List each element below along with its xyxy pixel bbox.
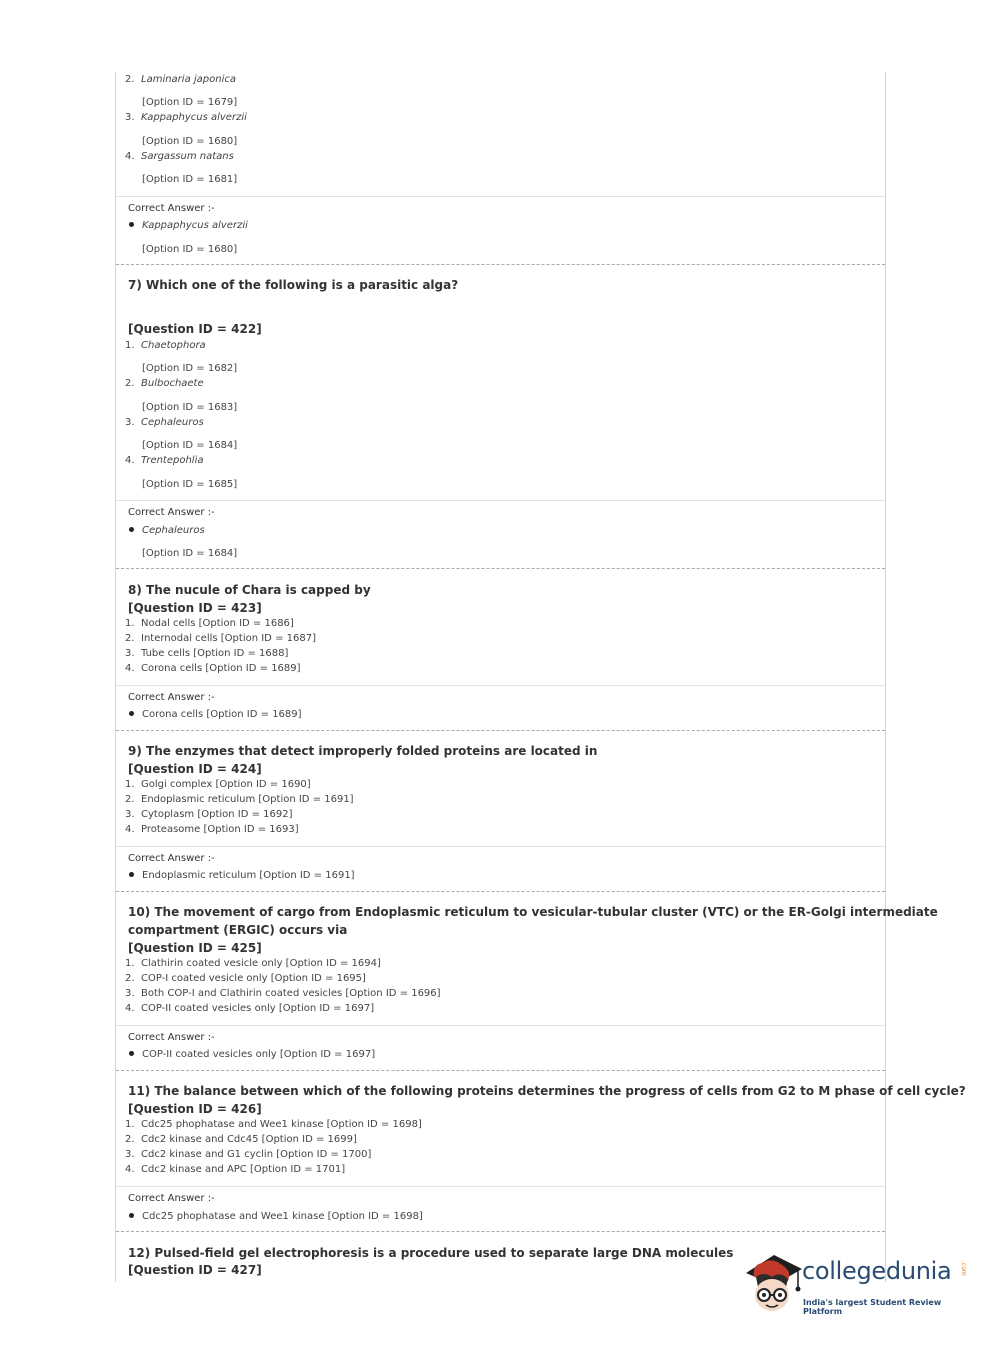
correct-answer-label: Correct Answer :- [128, 203, 215, 214]
option-item: 4. COP-II coated vesicles only [Option ID = 1697] [125, 1003, 375, 1014]
question-id: [Question ID = 422] [128, 322, 262, 336]
option-item: 2. Bulbochaete [125, 378, 204, 389]
option-item: 1. Clathirin coated vesicle only [Option ID = 1694] [125, 958, 381, 969]
option-item: 4. Proteasome [Option ID = 1693] [125, 824, 299, 835]
option-item: 1. Cdc25 phophatase and Wee1 kinase [Option ID = 1698] [125, 1119, 422, 1130]
option-item: 1. Nodal cells [Option ID = 1686] [125, 618, 294, 629]
option-id: [Option ID = 1681] [142, 174, 238, 185]
collegedunia-logo[interactable] [742, 1247, 968, 1319]
divider [116, 196, 885, 197]
logo-domain: .com [960, 1261, 967, 1276]
question-separator [116, 264, 885, 265]
option-id: [Option ID = 1684] [142, 440, 238, 451]
correct-answer-label: Correct Answer :- [128, 507, 215, 518]
bullet-icon [129, 1213, 134, 1218]
question-separator [116, 891, 885, 892]
divider [116, 1025, 885, 1026]
correct-answer-label: Correct Answer :- [128, 853, 215, 864]
question-title: 12) Pulsed-field gel electrophoresis is a procedure used to separate large DNA molecules [128, 1246, 734, 1260]
divider [116, 1186, 885, 1187]
question-title: 10) The movement of cargo from Endoplasmic reticulum to vesicular-tubular cluster (VTC) or the ER-Golgi intermediate [128, 905, 938, 919]
option-item: 1. Chaetophora [125, 340, 206, 351]
bullet-icon [129, 872, 134, 877]
option-id: [Option ID = 1684] [142, 548, 238, 559]
correct-answer: Cephaleuros [129, 525, 205, 536]
question-title-continued: compartment (ERGIC) occurs via [128, 923, 348, 937]
option-item: 4. Trentepohlia [125, 455, 204, 466]
option-item: 3. Cdc2 kinase and G1 cyclin [Option ID = 1700] [125, 1149, 372, 1160]
divider [116, 685, 885, 686]
bullet-icon [129, 1051, 134, 1056]
correct-answer-label: Correct Answer :- [128, 692, 215, 703]
option-item: 3. Kappaphycus alverzii [125, 112, 247, 123]
option-item: 2. Internodal cells [Option ID = 1687] [125, 633, 316, 644]
question-separator [116, 1231, 885, 1232]
bullet-icon [129, 222, 134, 227]
question-id: [Question ID = 427] [128, 1263, 262, 1277]
correct-answer-label: Correct Answer :- [128, 1032, 215, 1043]
correct-answer-label: Correct Answer :- [128, 1193, 215, 1204]
bullet-icon [129, 527, 134, 532]
logo-wordmark: collegedunia [802, 1257, 952, 1285]
correct-answer: COP-II coated vesicles only [Option ID = 1697] [129, 1049, 375, 1060]
option-item: 3. Tube cells [Option ID = 1688] [125, 648, 289, 659]
question-id: [Question ID = 423] [128, 601, 262, 615]
logo-tagline: India's largest Student Review Platform [803, 1298, 942, 1316]
correct-answer: Endoplasmic reticulum [Option ID = 1691] [129, 870, 355, 881]
mascot-icon [742, 1247, 802, 1319]
option-item: 4. Sargassum natans [125, 151, 234, 162]
option-item: 3. Both COP-I and Clathirin coated vesicles [Option ID = 1696] [125, 988, 441, 999]
question-separator [116, 1070, 885, 1071]
option-id: [Option ID = 1680] [142, 244, 238, 255]
question-separator [116, 568, 885, 569]
option-item: 4. Cdc2 kinase and APC [Option ID = 1701] [125, 1164, 346, 1175]
question-title: 7) Which one of the following is a parasitic alga? [128, 278, 459, 292]
option-id: [Option ID = 1680] [142, 136, 238, 147]
question-separator [116, 730, 885, 731]
option-item: 3. Cytoplasm [Option ID = 1692] [125, 809, 293, 820]
option-item: 2. Cdc2 kinase and Cdc45 [Option ID = 1699] [125, 1134, 357, 1145]
question-id: [Question ID = 426] [128, 1102, 262, 1116]
option-id: [Option ID = 1685] [142, 479, 238, 490]
correct-answer: Corona cells [Option ID = 1689] [129, 709, 302, 720]
option-item: 2. COP-I coated vesicle only [Option ID = 1695] [125, 973, 366, 984]
correct-answer: Kappaphycus alverzii [129, 220, 248, 231]
question-title: 8) The nucule of Chara is capped by [128, 583, 371, 597]
question-sheet [115, 72, 966, 1282]
option-id: [Option ID = 1682] [142, 363, 238, 374]
option-item: 2. Endoplasmic reticulum [Option ID = 1691] [125, 794, 354, 805]
correct-answer: Cdc25 phophatase and Wee1 kinase [Option ID = 1698] [129, 1211, 423, 1222]
divider [116, 500, 885, 501]
divider [116, 846, 885, 847]
option-item: 1. Golgi complex [Option ID = 1690] [125, 779, 311, 790]
question-title: 9) The enzymes that detect improperly folded proteins are located in [128, 744, 598, 758]
option-id: [Option ID = 1683] [142, 402, 238, 413]
option-item: 4. Corona cells [Option ID = 1689] [125, 663, 301, 674]
option-id: [Option ID = 1679] [142, 97, 238, 108]
bullet-icon [129, 711, 134, 716]
option-item: 2. Laminaria japonica [125, 74, 236, 85]
question-id: [Question ID = 424] [128, 762, 262, 776]
option-item: 3. Cephaleuros [125, 417, 204, 428]
question-id: [Question ID = 425] [128, 941, 262, 955]
question-title: 11) The balance between which of the following proteins determines the progress of cells from G2 to M phase of cell cycle? [128, 1084, 966, 1098]
